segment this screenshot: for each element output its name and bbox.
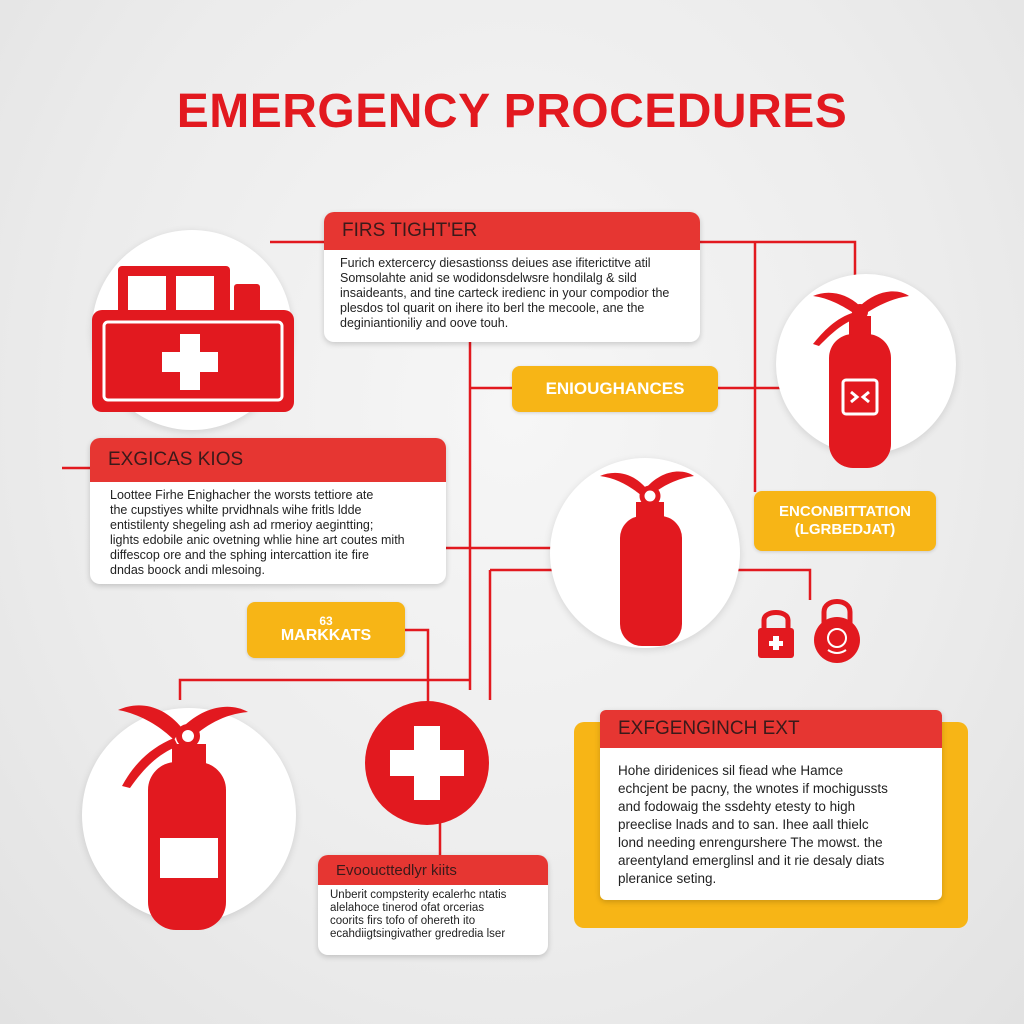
markkats-pill [247, 602, 405, 658]
card-heading: EXFGENGINCH EXT [600, 710, 942, 748]
card-heading: EXGICAS KIOS [90, 438, 446, 482]
firefighter-card [324, 212, 700, 342]
card-body: Hohe diridenices sil fiead whe Hamce echcjent be pacny, the wnotes if mochigussts and fodowaig the ssdehty etesty to high preeclise lnads and to san. Ihee aall thielc lond needing enrengurshere The mowst. the areentyland emerglinsl and it rie desaly diats pleranice seting. [618, 763, 888, 886]
card-body: Loottee Firhe Enighacher the worsts tettiore ate the cupstiyes whilte prvidhnals wihe fritls ldde entistilenty shegeling ash ad rmerioy aegintting; lights edobile anic ovetning whlie hine art coutes mith diffescop ore and the sphing intercattion ite fire dndas boock andi mlesoing. [110, 488, 405, 577]
padlock-icon [756, 604, 796, 660]
pill-number: 63 [319, 614, 333, 628]
first-aid-kit-icon [88, 262, 298, 417]
card-heading: Evooucttedlyr kiits [318, 855, 548, 885]
enconbittation-pill: ENCONBITTATION (LGRBEDJAT) [754, 491, 936, 551]
medical-cross-icon [364, 700, 490, 826]
fire-extinguisher-icon [805, 288, 915, 470]
enioughances-pill: ENIOUGHANCES [512, 366, 718, 412]
fire-extinguisher-icon [596, 466, 696, 648]
exgicas-card [90, 438, 446, 584]
card-body: Unberit compsterity ecalerhc ntatis alelahoce tinerod ofat orcerias coorits firs tofo of ohereth ito ecahdiigtsingivather gredredia lser [330, 889, 507, 940]
pill-label: MARKKATS [280, 627, 372, 644]
card-heading: FIRS TIGHT'ER [324, 212, 700, 250]
exit-card [600, 710, 942, 900]
padlock-icon [812, 594, 862, 668]
evoucatedly-card [318, 855, 548, 955]
card-body: Furich extercercy diesastionss deiues ase ifiterictitve atil Somsolahte anid se wodidonsdelwsre hondilalg & sild insaideants, and tine carteck iredienc in your compodior the plesdos tol quarit on ihere ito berl the mecoole, ane the deginiantioniliy and oove touh. [340, 256, 670, 330]
fire-extinguisher-icon [112, 698, 252, 936]
page-title: EMERGENCY PROCEDURES [176, 85, 848, 138]
